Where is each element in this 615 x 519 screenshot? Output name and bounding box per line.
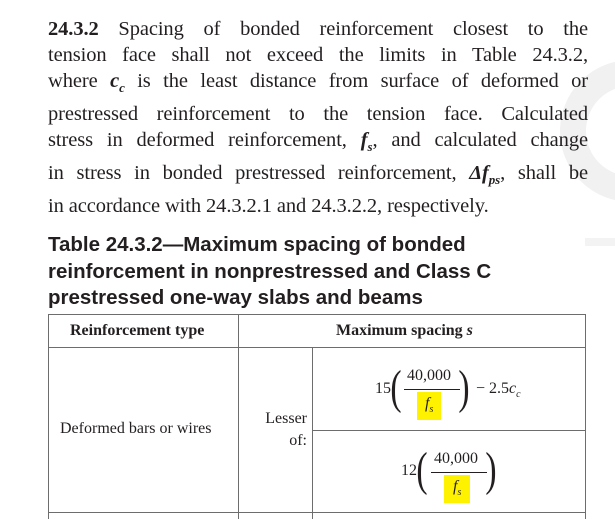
paragraph-line-1: 24.3.2 Spacing of bonded reinforcement closest to the — [48, 18, 588, 40]
table-subcol-rule — [312, 347, 313, 519]
formula-2-coef: 12 — [401, 462, 417, 479]
table-top-rule — [48, 314, 586, 315]
formula-1 — [372, 360, 582, 424]
row-label-deformed-bars: Deformed bars or wires — [60, 420, 212, 437]
fraction-bar — [431, 472, 487, 473]
section-paragraph — [48, 16, 588, 219]
formula-2-numerator: 40,000 — [434, 450, 478, 467]
table-title: Table 24.3.2—Maximum spacing of bonded reinforcement in nonprestressed and Class C prestressed one-way slabs and beams — [48, 233, 492, 309]
table-bottom-rule — [48, 512, 586, 513]
formula-1-suffix: − $2.5c_c$ — [476, 380, 521, 401]
formula-1-denominator: $f_s$ — [425, 395, 434, 416]
header-maximum-spacing: Maximum spacing s — [336, 322, 473, 339]
table-right-rule — [585, 314, 586, 519]
lesser-of-label: Lesser of: — [265, 410, 307, 449]
left-paren: ( — [390, 361, 402, 414]
paragraph-line-7: in accordance with 24.3.2.1 and 24.3.2.2, respectively. — [48, 195, 489, 218]
left-paren: ( — [416, 443, 428, 496]
formula-2-denominator: $f_s$ — [453, 478, 462, 499]
formula-1-coef: 15 — [375, 380, 391, 397]
formula-2 — [398, 443, 518, 509]
table-left-rule — [48, 314, 49, 519]
section-number: 24.3.2 — [48, 18, 99, 40]
right-paren: ) — [458, 361, 470, 414]
paragraph-line-4: prestressed reinforcement to the tension face. Calculated — [48, 103, 588, 126]
table-header-rule — [48, 347, 586, 348]
header-reinforcement-type: Reinforcement type — [70, 322, 205, 339]
right-paren: ) — [485, 443, 497, 496]
paragraph-line-5: stress in deformed reinforcement, $f_s$, and calculated change — [48, 129, 588, 155]
fraction-bar — [404, 389, 460, 390]
table-col-rule — [238, 314, 239, 519]
paragraph-line-3: where $c_c$ is the least distance from surface of deformed or — [48, 70, 588, 96]
paragraph-line-2: tension face shall not exceed the limits in Table 24.3.2, — [48, 44, 588, 66]
formula-1-numerator: 40,000 — [407, 367, 451, 384]
table-mid-rule — [312, 430, 586, 431]
watermark-bar — [585, 238, 615, 246]
paragraph-line-6: in stress in bonded prestressed reinforcement, $\Delta f_{ps}$, shall be — [48, 162, 588, 188]
